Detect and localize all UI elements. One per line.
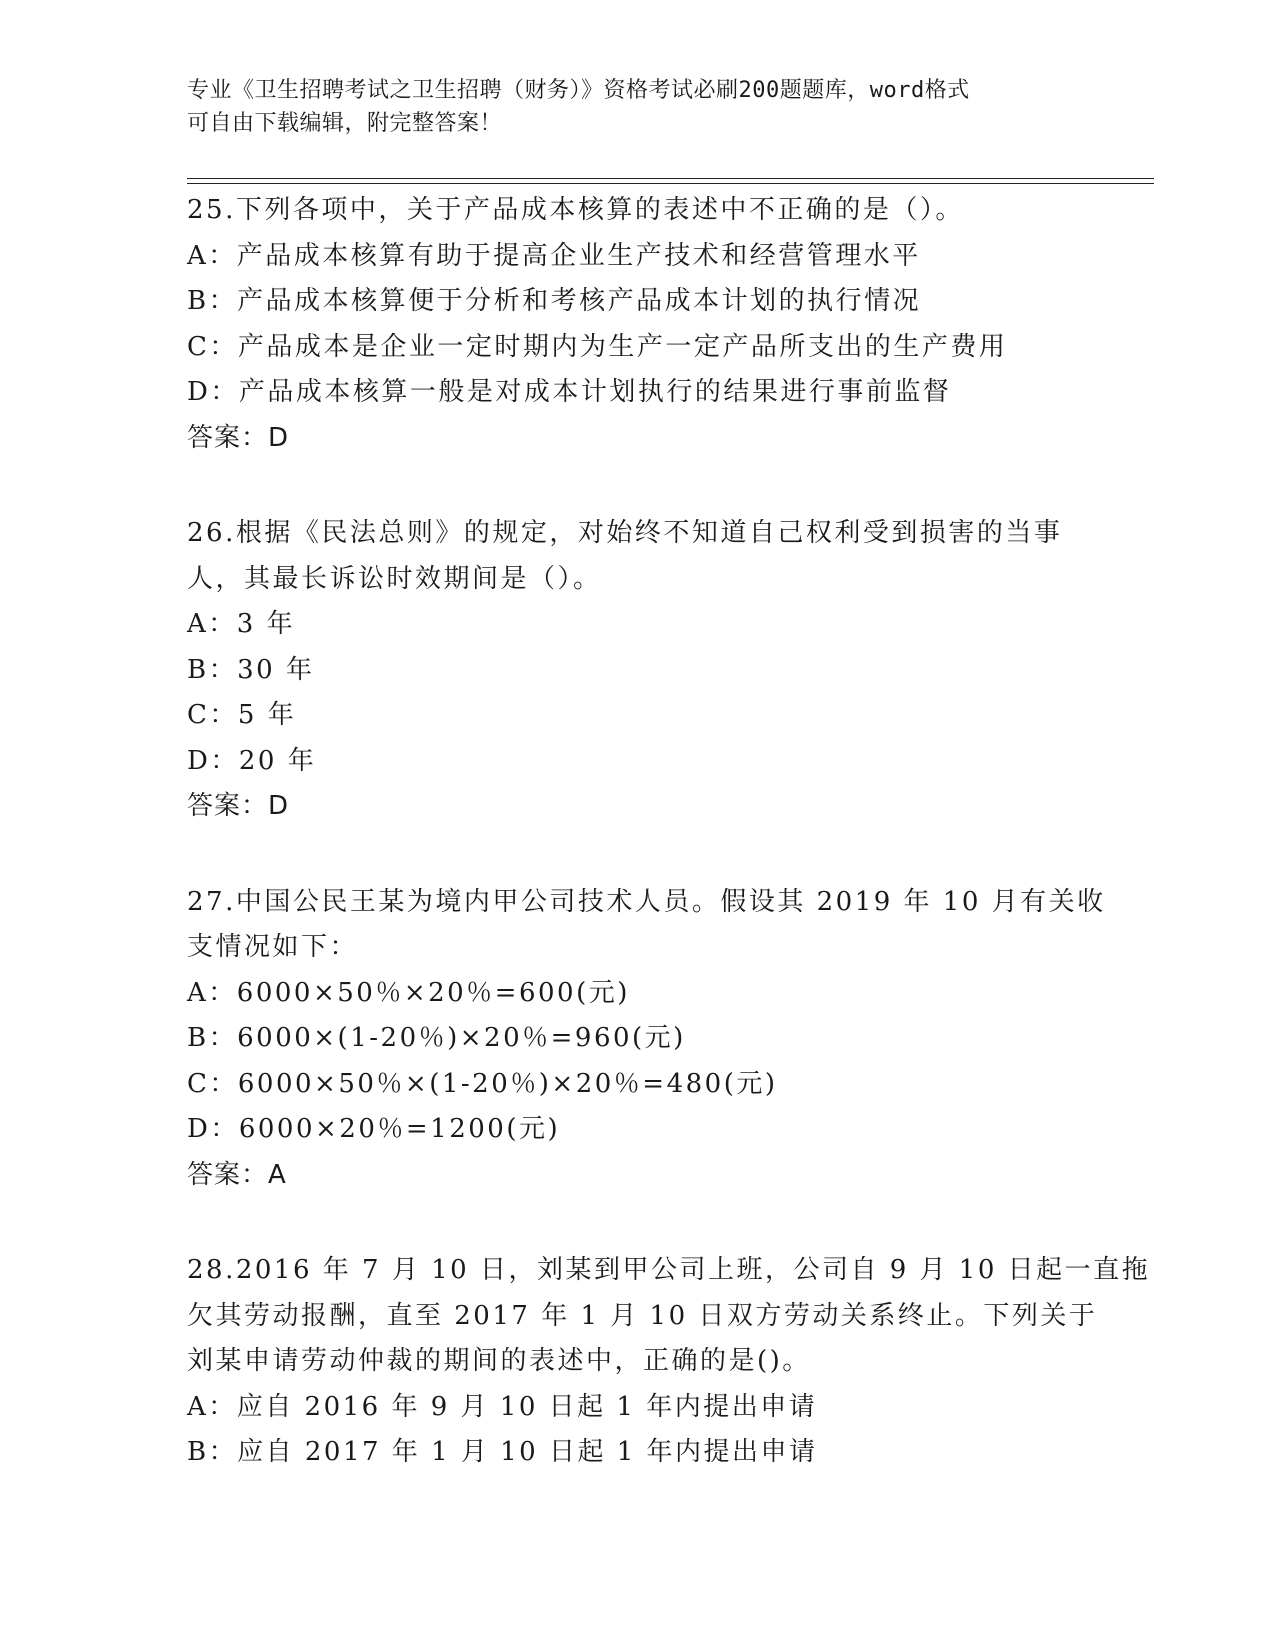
option-d: D：6000×20％=1200(元) — [187, 1114, 561, 1144]
question-list — [187, 188, 1151, 1526]
question-stem-continued: 欠其劳动报酬，直至 2017 年 1 月 10 日双方劳动关系终止。下列关于 — [187, 1300, 1098, 1331]
option-b: B：6000×(1-20％)×20％=960(元) — [187, 1023, 686, 1053]
option-b: B：30 年 — [187, 654, 315, 685]
question-25 — [187, 188, 1147, 461]
question-stem: 28.2016 年 7 月 10 日，刘某到甲公司上班，公司自 9 月 10 日起一直拖 — [187, 1255, 1151, 1285]
question-stem-continued: 刘某申请劳动仲裁的期间的表述中，正确的是()。 — [187, 1346, 811, 1376]
question-stem: 25.下列各项中，关于产品成本核算的表述中不正确的是（）。 — [187, 195, 964, 225]
option-b: B：产品成本核算便于分析和考核产品成本计划的执行情况 — [187, 286, 922, 316]
answer: 答案：D — [187, 791, 290, 821]
question-26 — [187, 511, 1147, 830]
question-27 — [187, 880, 1147, 1199]
header-title-line-2: 可自由下载编辑，附完整答案！ — [187, 111, 503, 136]
document-header — [187, 74, 1087, 140]
header-double-rule — [187, 178, 1154, 184]
question-28 — [187, 1248, 1151, 1476]
question-stem: 26.根据《民法总则》的规定，对始终不知道自己权利受到损害的当事 — [187, 518, 1063, 548]
option-c: C：6000×50％×(1-20％)×20％=480(元) — [187, 1068, 778, 1099]
question-stem-continued: 支情况如下： — [187, 932, 359, 962]
question-stem: 27.中国公民王某为境内甲公司技术人员。假设其 2019 年 10 月有关收 — [187, 886, 1106, 917]
option-a: A：6000×50％×20％=600(元) — [187, 977, 630, 1008]
option-c: C：5 年 — [187, 700, 297, 730]
option-a: A：应自 2016 年 9 月 10 日起 1 年内提出申请 — [187, 1391, 818, 1422]
answer: 答案：A — [187, 1159, 287, 1190]
option-a: A：产品成本核算有助于提高企业生产技术和经营管理水平 — [187, 240, 921, 271]
option-d: D：20 年 — [187, 745, 317, 776]
question-stem-continued: 人，其最长诉讼时效期间是（）。 — [187, 563, 602, 594]
option-d: D：产品成本核算一般是对成本计划执行的结果进行事前监督 — [187, 377, 952, 407]
answer: 答案：D — [187, 422, 290, 453]
option-c: C：产品成本是企业一定时期内为生产一定产品所支出的生产费用 — [187, 331, 1008, 362]
option-b: B：应自 2017 年 1 月 10 日起 1 年内提出申请 — [187, 1437, 818, 1467]
header-title-line-1: 专业《卫生招聘考试之卫生招聘（财务）》资格考试必刷200题题库，word格式 — [187, 78, 970, 103]
option-a: A：3 年 — [187, 609, 296, 639]
